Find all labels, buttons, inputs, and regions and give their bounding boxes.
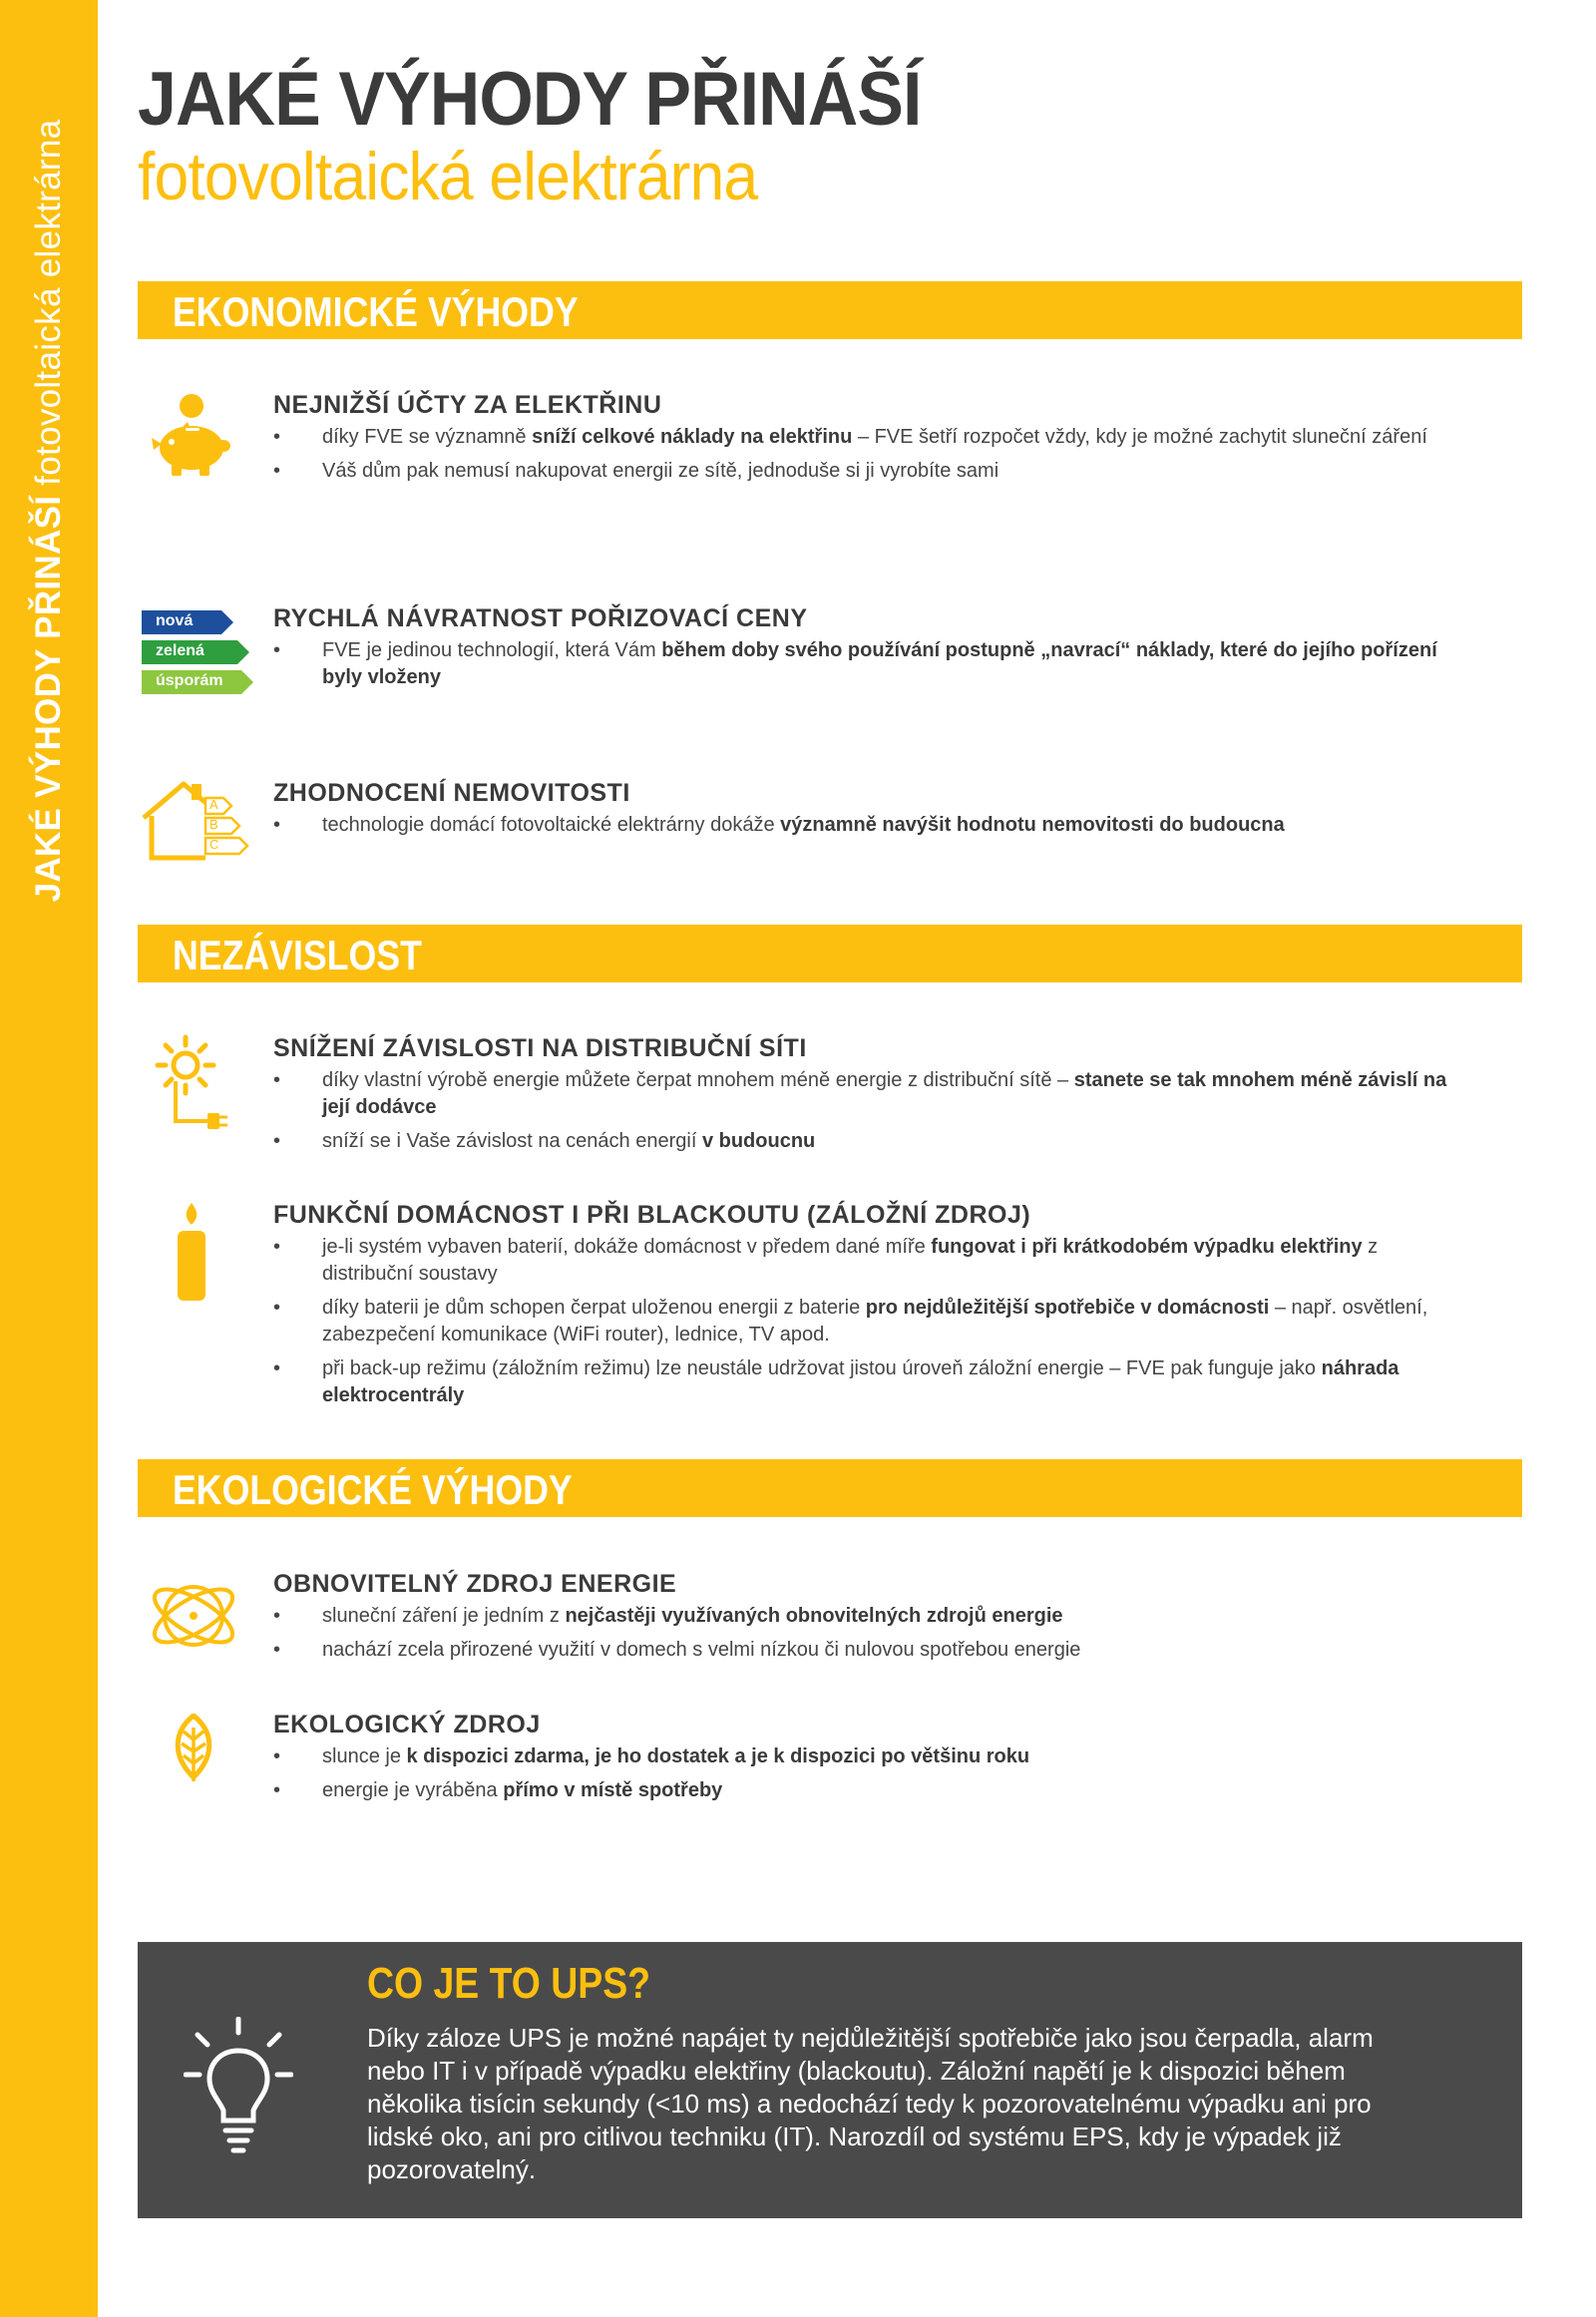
item-heading: OBNOVITELNÝ ZDROJ ENERGIE <box>273 1570 677 1598</box>
list-item: • sníží se i Vaše závislost na cenách energií v budoucnu <box>273 1128 1450 1155</box>
badge-label-zelena: zelená <box>156 642 204 659</box>
list-item: • sluneční záření je jedním z nejčastěji využívaných obnovitelných zdrojů energie <box>273 1603 1450 1630</box>
item-heading: EKOLOGICKÝ ZDROJ <box>273 1711 541 1738</box>
energy-class-a: A <box>209 797 218 812</box>
section-band-economic <box>138 281 1522 339</box>
side-bar <box>0 0 98 2317</box>
item-lowest-bills <box>273 390 1450 492</box>
list-item: • FVE je jedinou technologií, která Vám během doby svého používání postupně „navrací“ náklady, které do jejího pořízení byly vloženy <box>273 637 1450 691</box>
item-ecological-source <box>273 1710 1450 1811</box>
atom-icon <box>146 1571 241 1661</box>
item-heading: NEJNIŽŠÍ ÚČTY ZA ELEKTŘINU <box>273 391 662 419</box>
list-item: • energie je vyráběna přímo v místě spotřeby <box>273 1777 1450 1804</box>
item-heading: FUNKČNÍ DOMÁCNOST I PŘI BLACKOUTU (ZÁLOŽNÍ ZDROJ) <box>273 1201 1031 1229</box>
energy-class-c: C <box>209 837 219 852</box>
ups-info-box <box>138 1942 1522 2218</box>
section-title-economic: EKONOMICKÉ VÝHODY <box>173 288 579 335</box>
list-item: • díky FVE se významně sníží celkové náklady na elektřinu – FVE šetří rozpočet vždy, kdy je možné zachytit sluneční záření <box>273 424 1450 451</box>
item-heading: RYCHLÁ NÁVRATNOST POŘIZOVACÍ CENY <box>273 604 808 632</box>
item-grid-independence <box>273 1033 1450 1162</box>
ups-title: CO JE TO UPS? <box>367 1959 651 2008</box>
section-band-ecological <box>138 1459 1522 1517</box>
energy-class-b: B <box>209 817 218 832</box>
page-title: JAKÉ VÝHODY PŘINÁŠÍ <box>138 57 922 142</box>
section-title-independence: NEZÁVISLOST <box>173 932 422 978</box>
candle-icon <box>174 1201 209 1303</box>
item-renewable-source <box>273 1569 1450 1671</box>
nova-zelena-usporam-badge <box>142 610 253 696</box>
section-band-independence <box>138 925 1522 982</box>
badge-label-nova: nová <box>156 612 194 629</box>
list-item: • díky vlastní výrobě energie můžete čerpat mnohem méně energie z distribuční sítě – stanete se tak mnohem méně závislí na její dodávce <box>273 1067 1450 1121</box>
side-bar-title: JAKÉ VÝHODY PŘINÁŠÍ fotovoltaická elektrárna <box>29 119 68 903</box>
house-energy-class-icon <box>140 778 249 862</box>
item-heading: SNÍŽENÍ ZÁVISLOSTI NA DISTRIBUČNÍ SÍTI <box>273 1034 807 1062</box>
page-subtitle: fotovoltaická elektrárna <box>138 139 758 214</box>
list-item: • Váš dům pak nemusí nakupovat energii ze sítě, jednoduše si ji vyrobíte sami <box>273 458 1450 485</box>
piggy-bank-icon <box>150 392 231 478</box>
item-blackout-backup <box>273 1200 1450 1416</box>
list-item: • technologie domácí fotovoltaické elektrárny dokáže významně navýšit hodnotu nemovitosti do budoucna <box>273 812 1450 839</box>
item-property-value <box>273 778 1450 846</box>
badge-label-usporam: úsporám <box>156 672 223 689</box>
list-item: • díky baterii je dům schopen čerpat uloženou energii z baterie pro nejdůležitější spotřebiče v domácnosti – např. osvětlení, zabezpečení komunikace (WiFi router), lednice, TV apod. <box>273 1295 1450 1349</box>
ups-body: Díky záloze UPS je možné napájet ty nejdůležitější spotřebiče jako jsou čerpadla, alarm nebo IT i v případě výpadku elektřiny (blackoutu). Záložní napětí je k dispozici během několika tisícin sekundy (<10 ms) a nedochází tedy k pozorovatelnému výpadku ani pro lidské oko, ani pro citlivou techniku (IT). Narozdíl od systému EPS, kdy je výpadek již pozorovatelný. <box>367 2023 1374 2184</box>
list-item: • slunce je k dispozici zdarma, je ho dostatek a je k dispozici po většinu roku <box>273 1743 1450 1770</box>
leaf-icon <box>170 1714 217 1783</box>
sun-plug-icon <box>152 1033 231 1133</box>
list-item: • při back-up režimu (záložním režimu) lze neustále udržovat jistou úroveň záložní energie – FVE pak funguje jako náhrada elektrocentrály <box>273 1355 1450 1409</box>
section-title-ecological: EKOLOGICKÉ VÝHODY <box>173 1466 573 1513</box>
item-heading: ZHODNOCENÍ NEMOVITOSTI <box>273 779 630 807</box>
list-item: • je-li systém vybaven baterií, dokáže domácnost v předem dané míře fungovat i při krátkodobém výpadku elektřiny z distribuční soustavy <box>273 1234 1450 1288</box>
lightbulb-icon <box>184 2017 293 2156</box>
list-item: • nachází zcela přirozené využití v domech s velmi nízkou či nulovou spotřebou energie <box>273 1637 1450 1664</box>
item-fast-payback <box>273 603 1450 698</box>
